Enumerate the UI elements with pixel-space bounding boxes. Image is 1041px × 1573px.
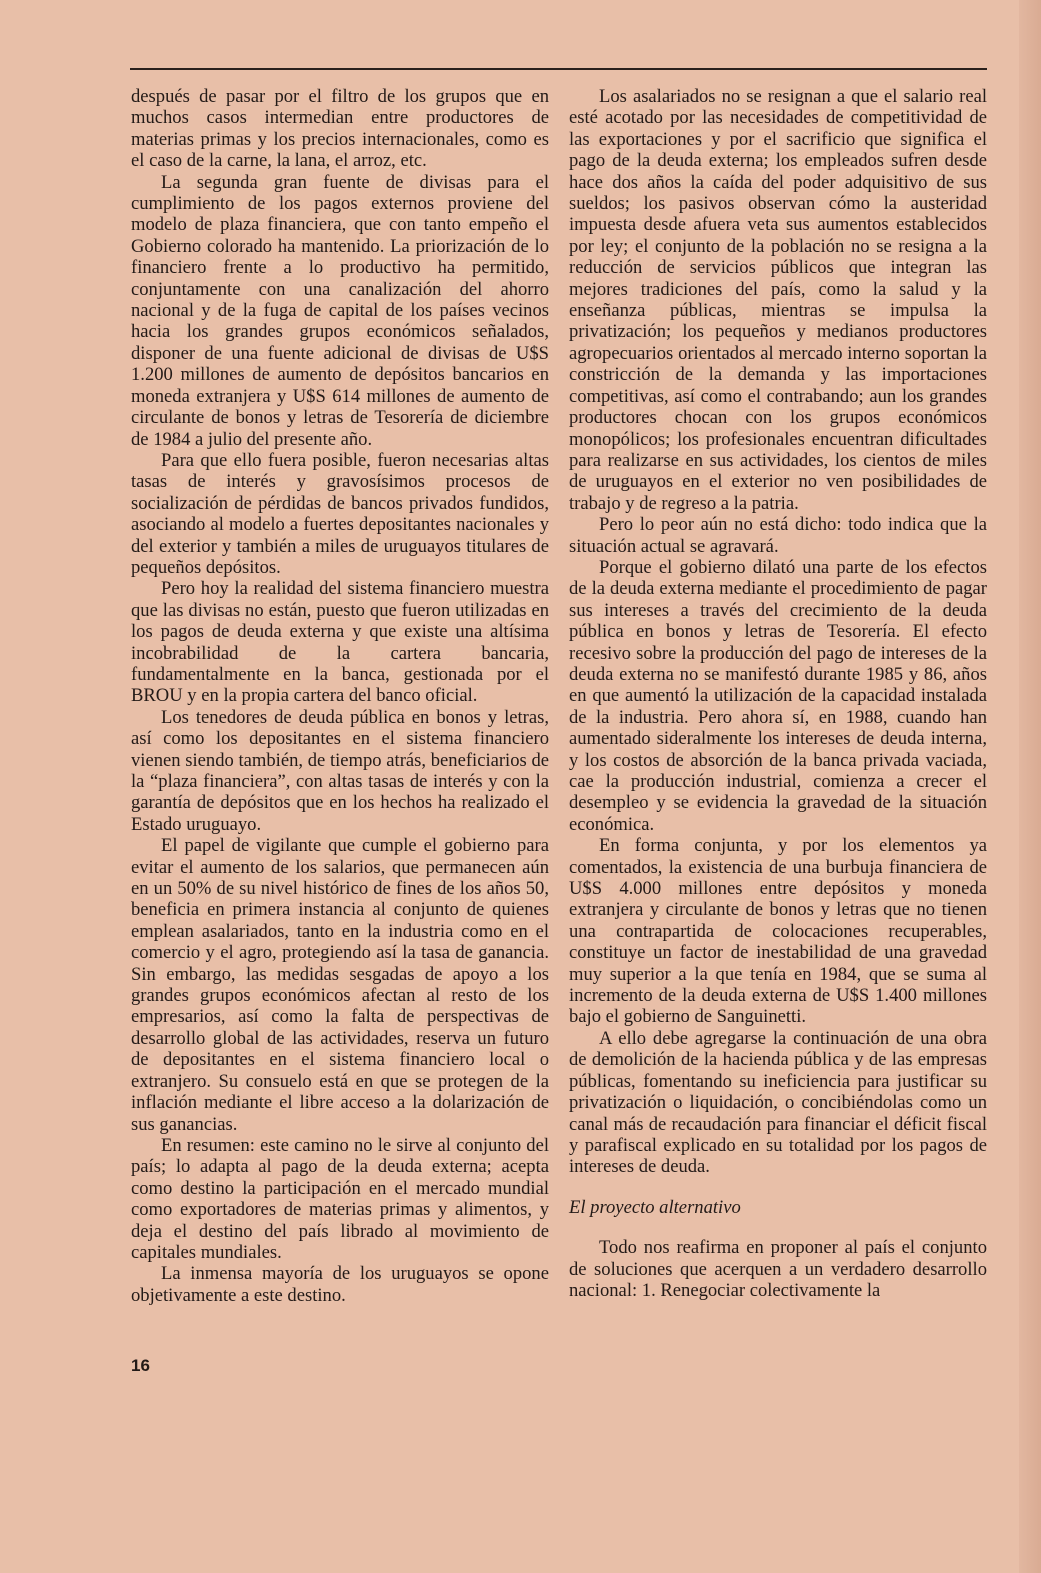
paragraph: Porque el gobierno dilató una parte de los efectos de la deuda externa mediante el procedimiento de pagar sus intereses a través del crecimiento de la deuda pública en bonos y letras de Tesorería. El efecto recesivo sobre la producción del pago de intereses de la deuda externa no se manifestó durante 1985 y 86, años en que aumentó la utilización de la capacidad instalada de la industria. Pero ahora sí, en 1988, cuando han aumentado sideralmente los intereses de deuda interna, y los costos de absorción de la banca privada vaciada, cae la producción industrial, comienza a crecer el desempleo y se evidencia la gravedad de la situación económica. <box>569 556 987 835</box>
paragraph: Pero hoy la realidad del sistema financiero muestra que las divisas no están, puesto que fueron utilizadas en los pagos de deuda externa y que existe una altísima incobrabilidad de la cartera bancaria, fundamentalmente en la banca, gestionada por el BROU y en la propia cartera del banco oficial. <box>131 578 549 707</box>
top-rule <box>130 68 987 70</box>
page-number: 16 <box>131 1356 150 1375</box>
right-column <box>569 86 987 1301</box>
paragraph: Para que ello fuera posible, fueron necesarias altas tasas de interés y gravosísimos procesos de socialización de pérdidas de bancos privados fundidos, asociando al modelo a fuertes depositantes nacionales y del exterior y también a miles de uruguayos titulares de pequeños depósitos. <box>131 449 549 578</box>
paragraph: El papel de vigilante que cumple el gobierno para evitar el aumento de los salarios, que permanecen aún en un 50% de su nivel histórico de fines de los años 50, beneficia en primera instancia al conjunto de quienes emplean asalariados, tanto en la industria como en el comercio y el agro, protegiendo así la tasa de ganancia. Sin embargo, las medidas sesgadas de apoyo a los grandes grupos económicos afectan al resto de los empresarios, así como la falta de perspectivas de desarrollo global de las actividades, reserva un futuro de depositantes en el sistema financiero local o extranjero. Su consuelo está en que se protegen de la inflación mediante el libre acceso a la dolarización de sus ganancias. <box>131 835 549 1135</box>
paragraph: Todo nos reafirma en proponer al país el conjunto de soluciones que acerquen a un verdadero desarrollo nacional: 1. Renegociar colectivamente la <box>569 1237 987 1301</box>
paragraph: después de pasar por el filtro de los grupos que en muchos casos intermedian entre productores de materias primas y los precios internacionales, como es el caso de la carne, la lana, el arroz, etc. <box>131 86 549 172</box>
paragraph: En resumen: este camino no le sirve al conjunto del país; lo adapta al pago de la deuda externa; acepta como destino la participación en el mercado mundial como exportadores de materias primas y alimentos, y deja el destino del país librado al movimiento de capitales mundiales. <box>131 1134 549 1263</box>
paragraph: La segunda gran fuente de divisas para el cumplimiento de los pagos externos proviene del modelo de plaza financiera, que con tanto empeño el Gobierno colorado ha mantenido. La priorización de lo financiero frente a lo productivo ha permitido, conjuntamente con una canalización del ahorro nacional y de la fuga de capital de los países vecinos hacia los grandes grupos económicos señalados, disponer de una fuente adicional de divisas de U$S 1.200 millones de aumento de depósitos bancarios en moneda extranjera y U$S 614 millones de aumento de circulante de bonos y letras de Tesorería de diciembre de 1984 a julio del presente año. <box>131 171 549 450</box>
paragraph: En forma conjunta, y por los elementos ya comentados, la existencia de una burbuja financiera de U$S 4.000 millones entre depósitos y moneda extranjera y circulante de bonos y letras que no tienen una contrapartida de colocaciones recuperables, constituye un factor de inestabilidad de una gravedad muy superior a la que tenía en 1984, que se suma al incremento de la deuda externa de U$S 1.400 millones bajo el gobierno de Sanguinetti. <box>569 835 987 1028</box>
page-edge-shadow <box>1019 0 1041 1573</box>
paragraph: Los asalariados no se resignan a que el salario real esté acotado por las necesidades de competitividad de las exportaciones y por el sacrificio que significa el pago de la deuda externa; los empleados sufren desde hace dos años la caída del poder adquisitivo de sus sueldos; los pasivos observan cómo la austeridad impuesta desde afuera veta sus aumentos establecidos por ley; el conjunto de la población no se resigna a la reducción de servicios públicos que integran las mejores tradiciones del país, como la salud y la enseñanza públicas, mientras se impulsa la privatización; los pequeños y medianos productores agropecuarios orientados al mercado interno soportan la constricción de la demanda y las importaciones competitivas, así como el contrabando; aun los grandes productores chocan con los grupos económicos monopólicos; los profesionales encuentran dificultades para realizarse en sus actividades, los cientos de miles de uruguayos en el exterior no ven posibilidades de trabajo y de regreso a la patria. <box>569 86 987 514</box>
paragraph: La inmensa mayoría de los uruguayos se opone objetivamente a este destino. <box>131 1263 549 1306</box>
paragraph: Pero lo peor aún no está dicho: todo indica que la situación actual se agravará. <box>569 514 987 557</box>
left-column <box>131 86 549 1306</box>
paragraph: A ello debe agregarse la continuación de una obra de demolición de la hacienda pública y de las empresas públicas, fomentando su ineficiencia para justificar su privatización o liquidación, o concibiéndolas como un canal más de recaudación para financiar el déficit fiscal y parafiscal explicado en su totalidad por los pagos de intereses de deuda. <box>569 1027 987 1178</box>
section-heading: El proyecto alternativo <box>569 1196 741 1218</box>
paragraph: Los tenedores de deuda pública en bonos y letras, así como los depositantes en el sistema financiero vienen siendo también, de tiempo atrás, beneficiarios de la “plaza financiera”, con altas tasas de interés y con la garantía de depósitos que en los hechos ha realizado el Estado uruguayo. <box>131 706 549 835</box>
